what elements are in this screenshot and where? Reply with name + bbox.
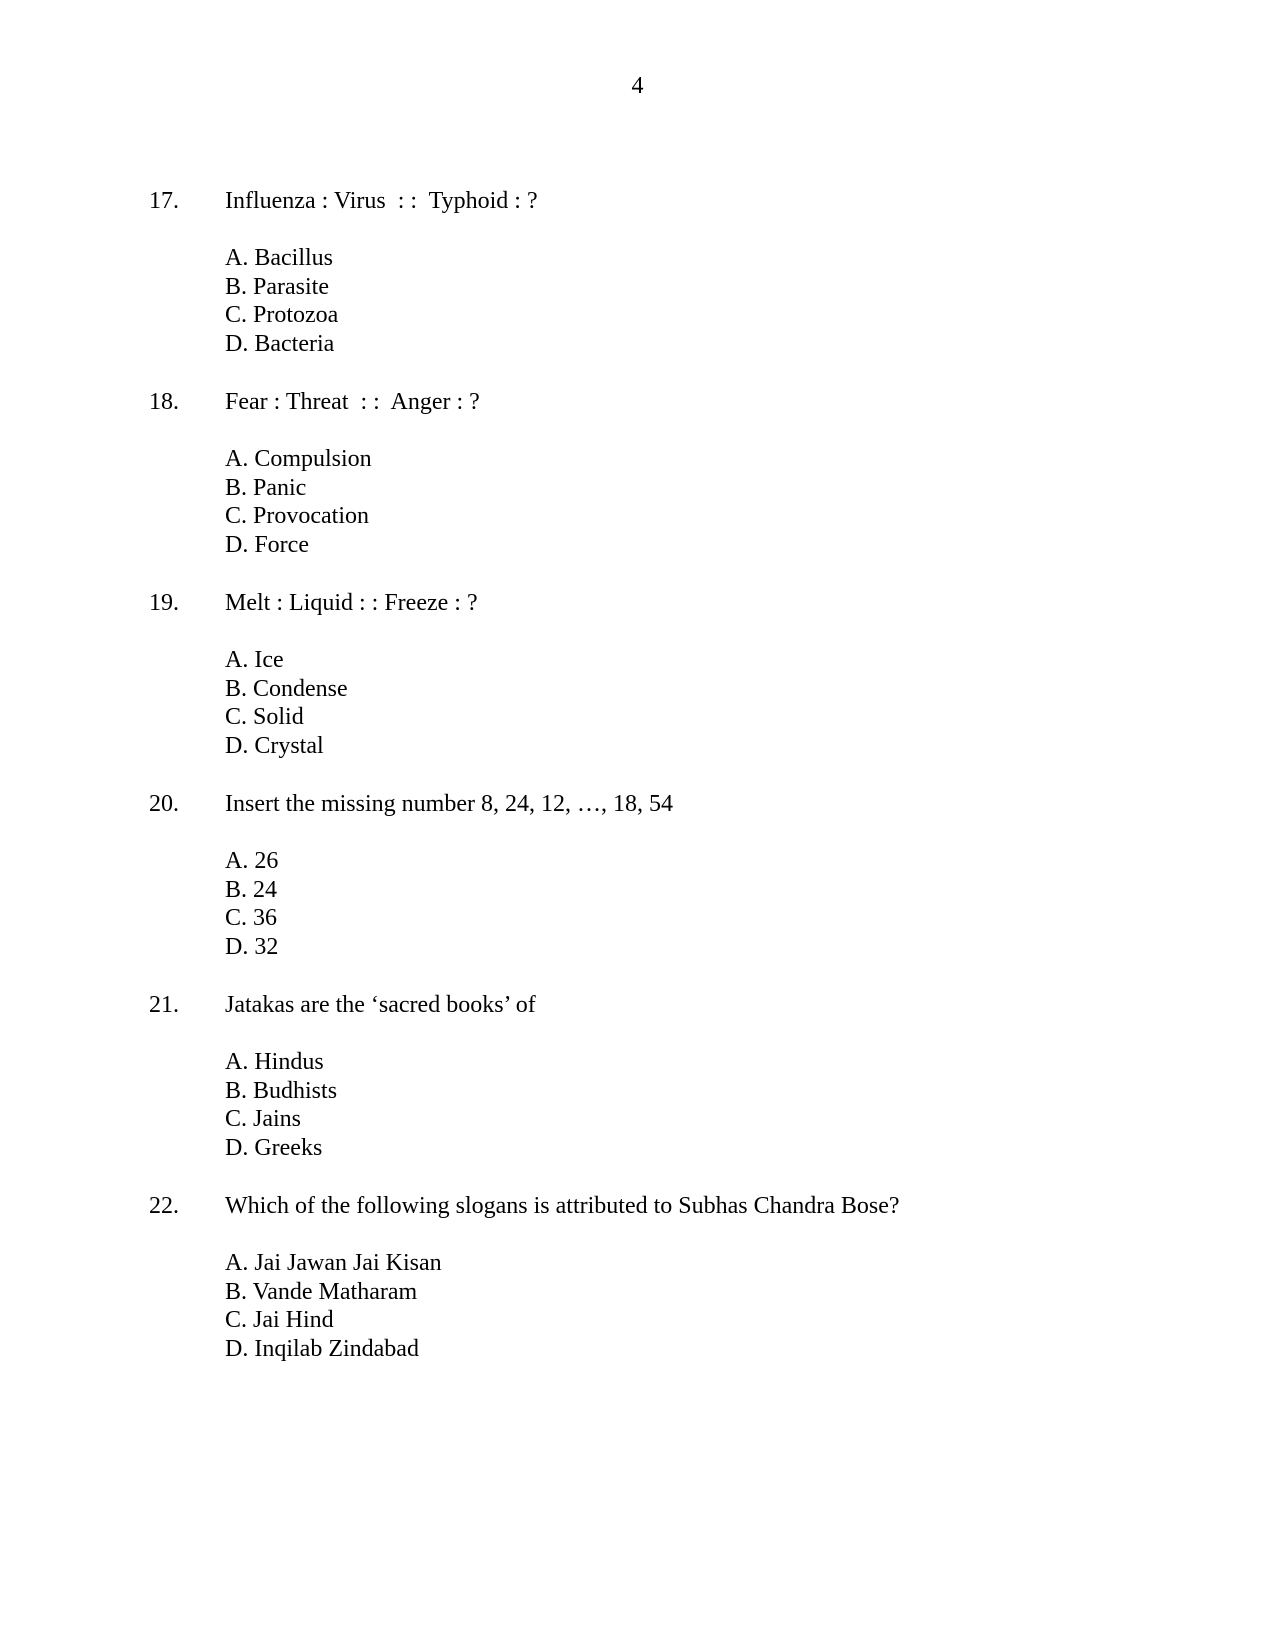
question-text: Influenza : Virus : : Typhoid : ? xyxy=(225,188,538,214)
question-header xyxy=(0,388,1275,416)
option-d: D. 32 xyxy=(225,934,279,961)
question-number: 17. xyxy=(149,188,179,214)
question-header xyxy=(0,991,1275,1019)
option-b: B. 24 xyxy=(225,876,278,903)
question-number: 20. xyxy=(149,791,179,817)
option-a: A. Compulsion xyxy=(225,446,372,472)
option-a: A. Jai Jawan Jai Kisan xyxy=(225,1250,442,1276)
question-number: 19. xyxy=(149,590,179,616)
question-text: Jatakas are the ‘sacred books’ of xyxy=(225,992,536,1018)
option-a: A. Bacillus xyxy=(225,245,333,271)
option-c: C. Jains xyxy=(225,1106,302,1133)
question-number: 18. xyxy=(149,389,179,415)
question-text: Fear : Threat : : Anger : ? xyxy=(225,389,480,415)
question-text: Which of the following slogans is attributed to Subhas Chandra Bose? xyxy=(225,1193,900,1219)
option-c: C. Provocation xyxy=(225,503,369,530)
option-a: A. 26 xyxy=(225,848,279,874)
option-b: B. Vande Matharam xyxy=(225,1278,418,1305)
question-header xyxy=(0,790,1275,818)
answer-options xyxy=(225,646,348,761)
question-19 xyxy=(0,589,1275,760)
option-a: A. Hindus xyxy=(225,1049,324,1075)
option-c: C. Solid xyxy=(225,704,304,731)
question-number: 21. xyxy=(149,992,179,1018)
question-header xyxy=(0,589,1275,617)
option-d: D. Force xyxy=(225,532,309,559)
question-22 xyxy=(0,1192,1275,1363)
answer-options xyxy=(225,1249,442,1364)
answer-options xyxy=(225,445,372,560)
option-d: D. Greeks xyxy=(225,1135,323,1162)
answer-options xyxy=(225,1048,337,1163)
option-b: B. Parasite xyxy=(225,273,329,300)
question-header xyxy=(0,1192,1275,1220)
page-number: 4 xyxy=(631,73,644,99)
option-b: B. Budhists xyxy=(225,1077,338,1104)
option-b: B. Condense xyxy=(225,675,348,702)
question-text: Melt : Liquid : : Freeze : ? xyxy=(225,590,478,616)
question-number: 22. xyxy=(149,1193,179,1219)
question-text: Insert the missing number 8, 24, 12, …, 18, 54 xyxy=(225,791,673,817)
option-c: C. Protozoa xyxy=(225,302,339,329)
question-18 xyxy=(0,388,1275,559)
question-header xyxy=(0,187,1275,215)
question-17 xyxy=(0,187,1275,358)
question-21 xyxy=(0,991,1275,1162)
option-c: C. 36 xyxy=(225,905,278,932)
option-c: C. Jai Hind xyxy=(225,1307,334,1334)
answer-options xyxy=(225,244,338,359)
question-20 xyxy=(0,790,1275,961)
option-d: D. Inqilab Zindabad xyxy=(225,1336,419,1363)
option-d: D. Crystal xyxy=(225,733,324,760)
option-b: B. Panic xyxy=(225,474,307,501)
option-d: D. Bacteria xyxy=(225,331,335,358)
answer-options xyxy=(225,847,278,962)
option-a: A. Ice xyxy=(225,647,284,673)
